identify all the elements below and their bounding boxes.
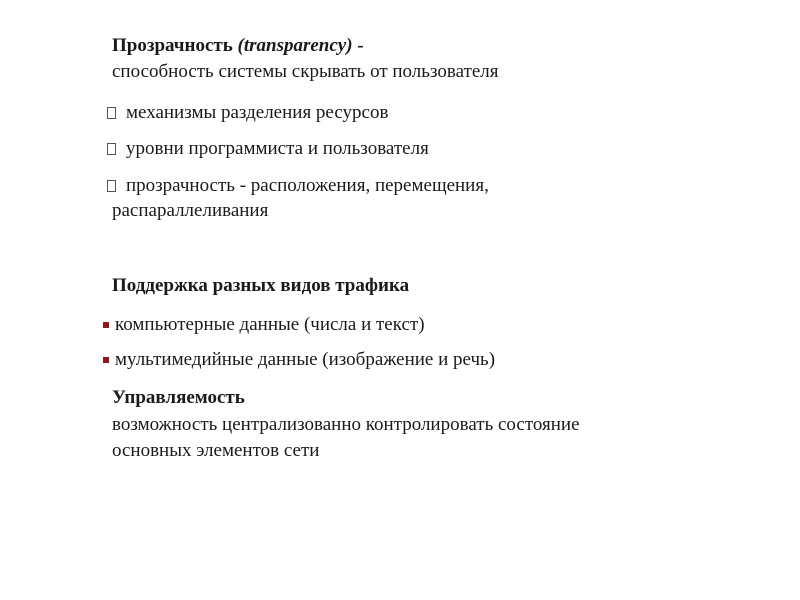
list-item-label: механизмы разделения ресурсов	[126, 102, 389, 123]
list-item	[103, 349, 495, 371]
list-item	[107, 138, 429, 160]
list-item-label: уровни программиста и пользователя	[126, 138, 429, 159]
list-item	[107, 175, 489, 197]
bullet-box-icon	[107, 180, 116, 192]
transparency-heading-italic: (transparency) -	[237, 35, 364, 56]
manageability-description-line1: возможность централизованно контролировать состояние	[112, 414, 580, 435]
list-item-label: прозрачность - расположения, перемещения,	[126, 175, 489, 196]
square-bullet-icon	[103, 357, 109, 363]
bullet-box-icon	[107, 107, 116, 119]
transparency-description: способность системы скрывать от пользователя	[112, 61, 499, 82]
list-item	[103, 314, 425, 336]
list-item	[107, 102, 388, 124]
transparency-heading-bold: Прозрачность	[112, 35, 233, 56]
list-item-continuation: распараллеливания	[112, 200, 269, 221]
list-item-label: компьютерные данные (числа и текст)	[115, 314, 425, 335]
manageability-heading: Управляемость	[112, 387, 245, 408]
transparency-heading	[112, 35, 364, 57]
traffic-heading: Поддержка разных видов трафика	[112, 275, 410, 296]
manageability-description-line2: основных элементов сети	[112, 440, 320, 461]
bullet-box-icon	[107, 143, 116, 155]
list-item-label: мультимедийные данные (изображение и речь)	[115, 349, 496, 370]
square-bullet-icon	[103, 322, 109, 328]
